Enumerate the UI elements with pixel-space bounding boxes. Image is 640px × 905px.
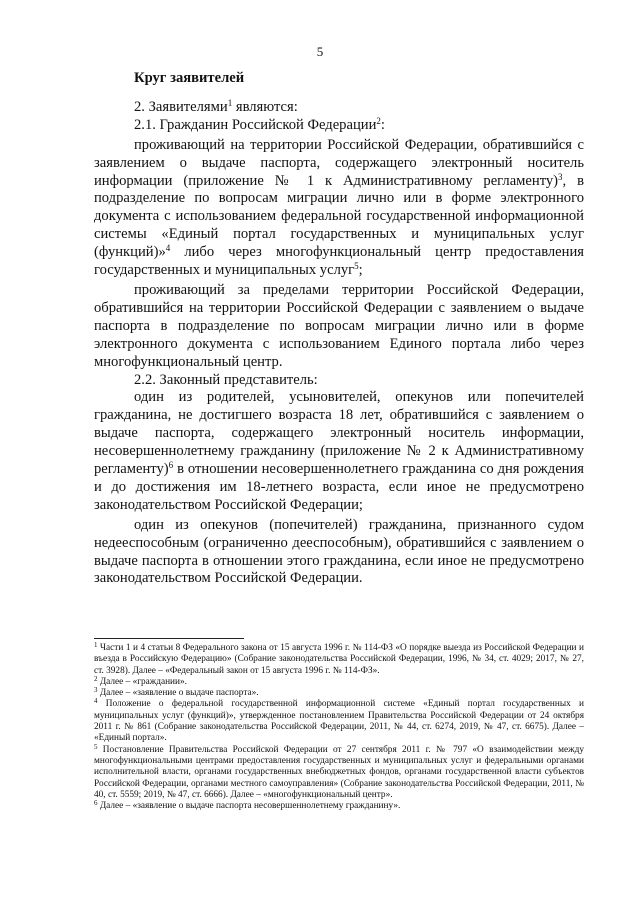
footnote-number: 4 (94, 697, 98, 706)
paragraph-text: 2.1. Гражданин Российской Федерации (134, 116, 377, 133)
paragraph-text: , в подразделение по вопросам миграции лично или в форме электронного документа с использованием федеральной государственной информационной системы «Единый портал государственных и муниципальных услуг (функций)» (94, 172, 584, 261)
footnote-number: 6 (94, 799, 98, 808)
footnote-number: 1 (94, 641, 98, 649)
footnote-marker: 5 (354, 261, 359, 272)
footnote-number: 5 (94, 742, 98, 751)
paragraph-text: ; (358, 262, 363, 279)
footnote-text: Постановление Правительства Российской Федерации от 27 сентября 2011 г. № 797 «О взаимодействии между многофункциональными центрами предоставления государственных и муниципальных услуг и федеральными органами исполнительной власти, органами государственных внебюджетных фондов, органами государственной власти субъектов Российской Федерации, органами местного самоуправления» (Собрание законодательства Российской Федерации, 2011, № 40, ст. 5559; 2019, № 47, ст. 6666). Далее – «многофункциональный центр». (94, 744, 584, 800)
footnote-text: Далее – «граждании». (97, 676, 187, 687)
paragraph-text: либо через многофункциональный центр предоставления государственных и муниципальных услуг (94, 244, 584, 279)
footnote-text: Положение о федеральной государственной информационной системе «Единый портал государственных и муниципальных услуг (функций)», утвержденное постановлением Правительства Российской Федерации от 24 октября 2011 г. № 861 (Собрание законодательства Российской Федерации, 2011, № 44, ст. 6274, 2019, № 47, ст. 6675). Далее – «Единый портал». (94, 699, 584, 744)
paragraph-guardian: один из опекунов (попечителей) гражданина, признанного судом недееспособным (ограниченно дееспособным), обратившийся с заявлением о выдаче паспорта в отношении этого гражданина, если иное не предусмотрено законодательством Российской Федерации. (94, 516, 584, 587)
footnote-5 (94, 742, 584, 801)
footnote-4 (94, 699, 584, 744)
footnote-number: 3 (94, 686, 98, 695)
paragraph-text: в отношении несовершеннолетнего гражданина со дня рождения и до достижения им 18-летнего возраста, если иное не предусмотрено законодательством Российской Федерации; (94, 461, 584, 513)
footnote-marker: 2 (376, 115, 381, 126)
paragraph-parent (94, 389, 584, 514)
paragraph-text: 2. Заявителями (134, 98, 228, 115)
section-heading: Круг заявителей (134, 70, 245, 86)
footnote-3 (94, 688, 584, 699)
footnote-marker: 4 (165, 243, 171, 254)
document-body (94, 70, 584, 588)
paragraph-text: : (380, 116, 385, 133)
footnote-marker: 1 (227, 97, 233, 108)
paragraph-legal-representative: 2.2. Законный представитель: (134, 371, 318, 388)
footnote-divider (94, 638, 244, 639)
paragraph-text: являются: (232, 98, 298, 115)
footnote-2 (94, 674, 584, 688)
paragraph-nonresident: проживающий за пределами территории Российской Федерации, обратившийся на территории Российской Федерации с заявлением о выдаче паспорта в подразделение по вопросам миграции лично или в форме электронного документа с использованием Единого портала либо через многофункциональный центр. (94, 281, 584, 370)
paragraph-applicants (94, 99, 584, 117)
page-number: 5 (316, 44, 324, 59)
footnote-marker: 3 (558, 171, 563, 182)
footnote-text: Части 1 и 4 статьи 8 Федерального закона от 15 августа 1996 г. № 114-ФЗ «О порядке выезда из Российской Федерации и въезда в Российскую Федерацию» (Собрание законодательства Российской Федерации, 1996, № 34, ст. 4029; 2017, № 27, ст. 3928). Далее – «Федеральный закон от 15 августа 1996 г. № 114-ФЗ». (94, 643, 584, 676)
footnotes (94, 643, 584, 812)
paragraph-resident (94, 137, 584, 280)
paragraph-text: один из родителей, усыновителей, опекунов или попечителей гражданина, не достигшего возраста 18 лет, обратившийся с заявлением о выдаче паспорта, содержащего электронный носитель информации, несовершеннолетнему гражданину (приложение № 2 к Административному регламенту) (94, 389, 584, 478)
paragraph-text: проживающий на территории Российской Федерации, обратившийся с заявлением о выдаче паспорта, содержащего электронный носитель информации (приложение № 1 к Административному регламенту) (94, 136, 584, 189)
paragraph-citizen (94, 117, 584, 135)
footnote-1 (94, 643, 584, 677)
footnote-6 (94, 801, 584, 812)
footnote-marker: 6 (168, 460, 174, 471)
footnote-text: Далее – «заявление о выдаче паспорта». (97, 688, 259, 699)
footnote-text: Далее – «заявление о выдаче паспорта несовершеннолетнему гражданину». (97, 801, 401, 812)
footnote-number: 2 (94, 674, 98, 683)
